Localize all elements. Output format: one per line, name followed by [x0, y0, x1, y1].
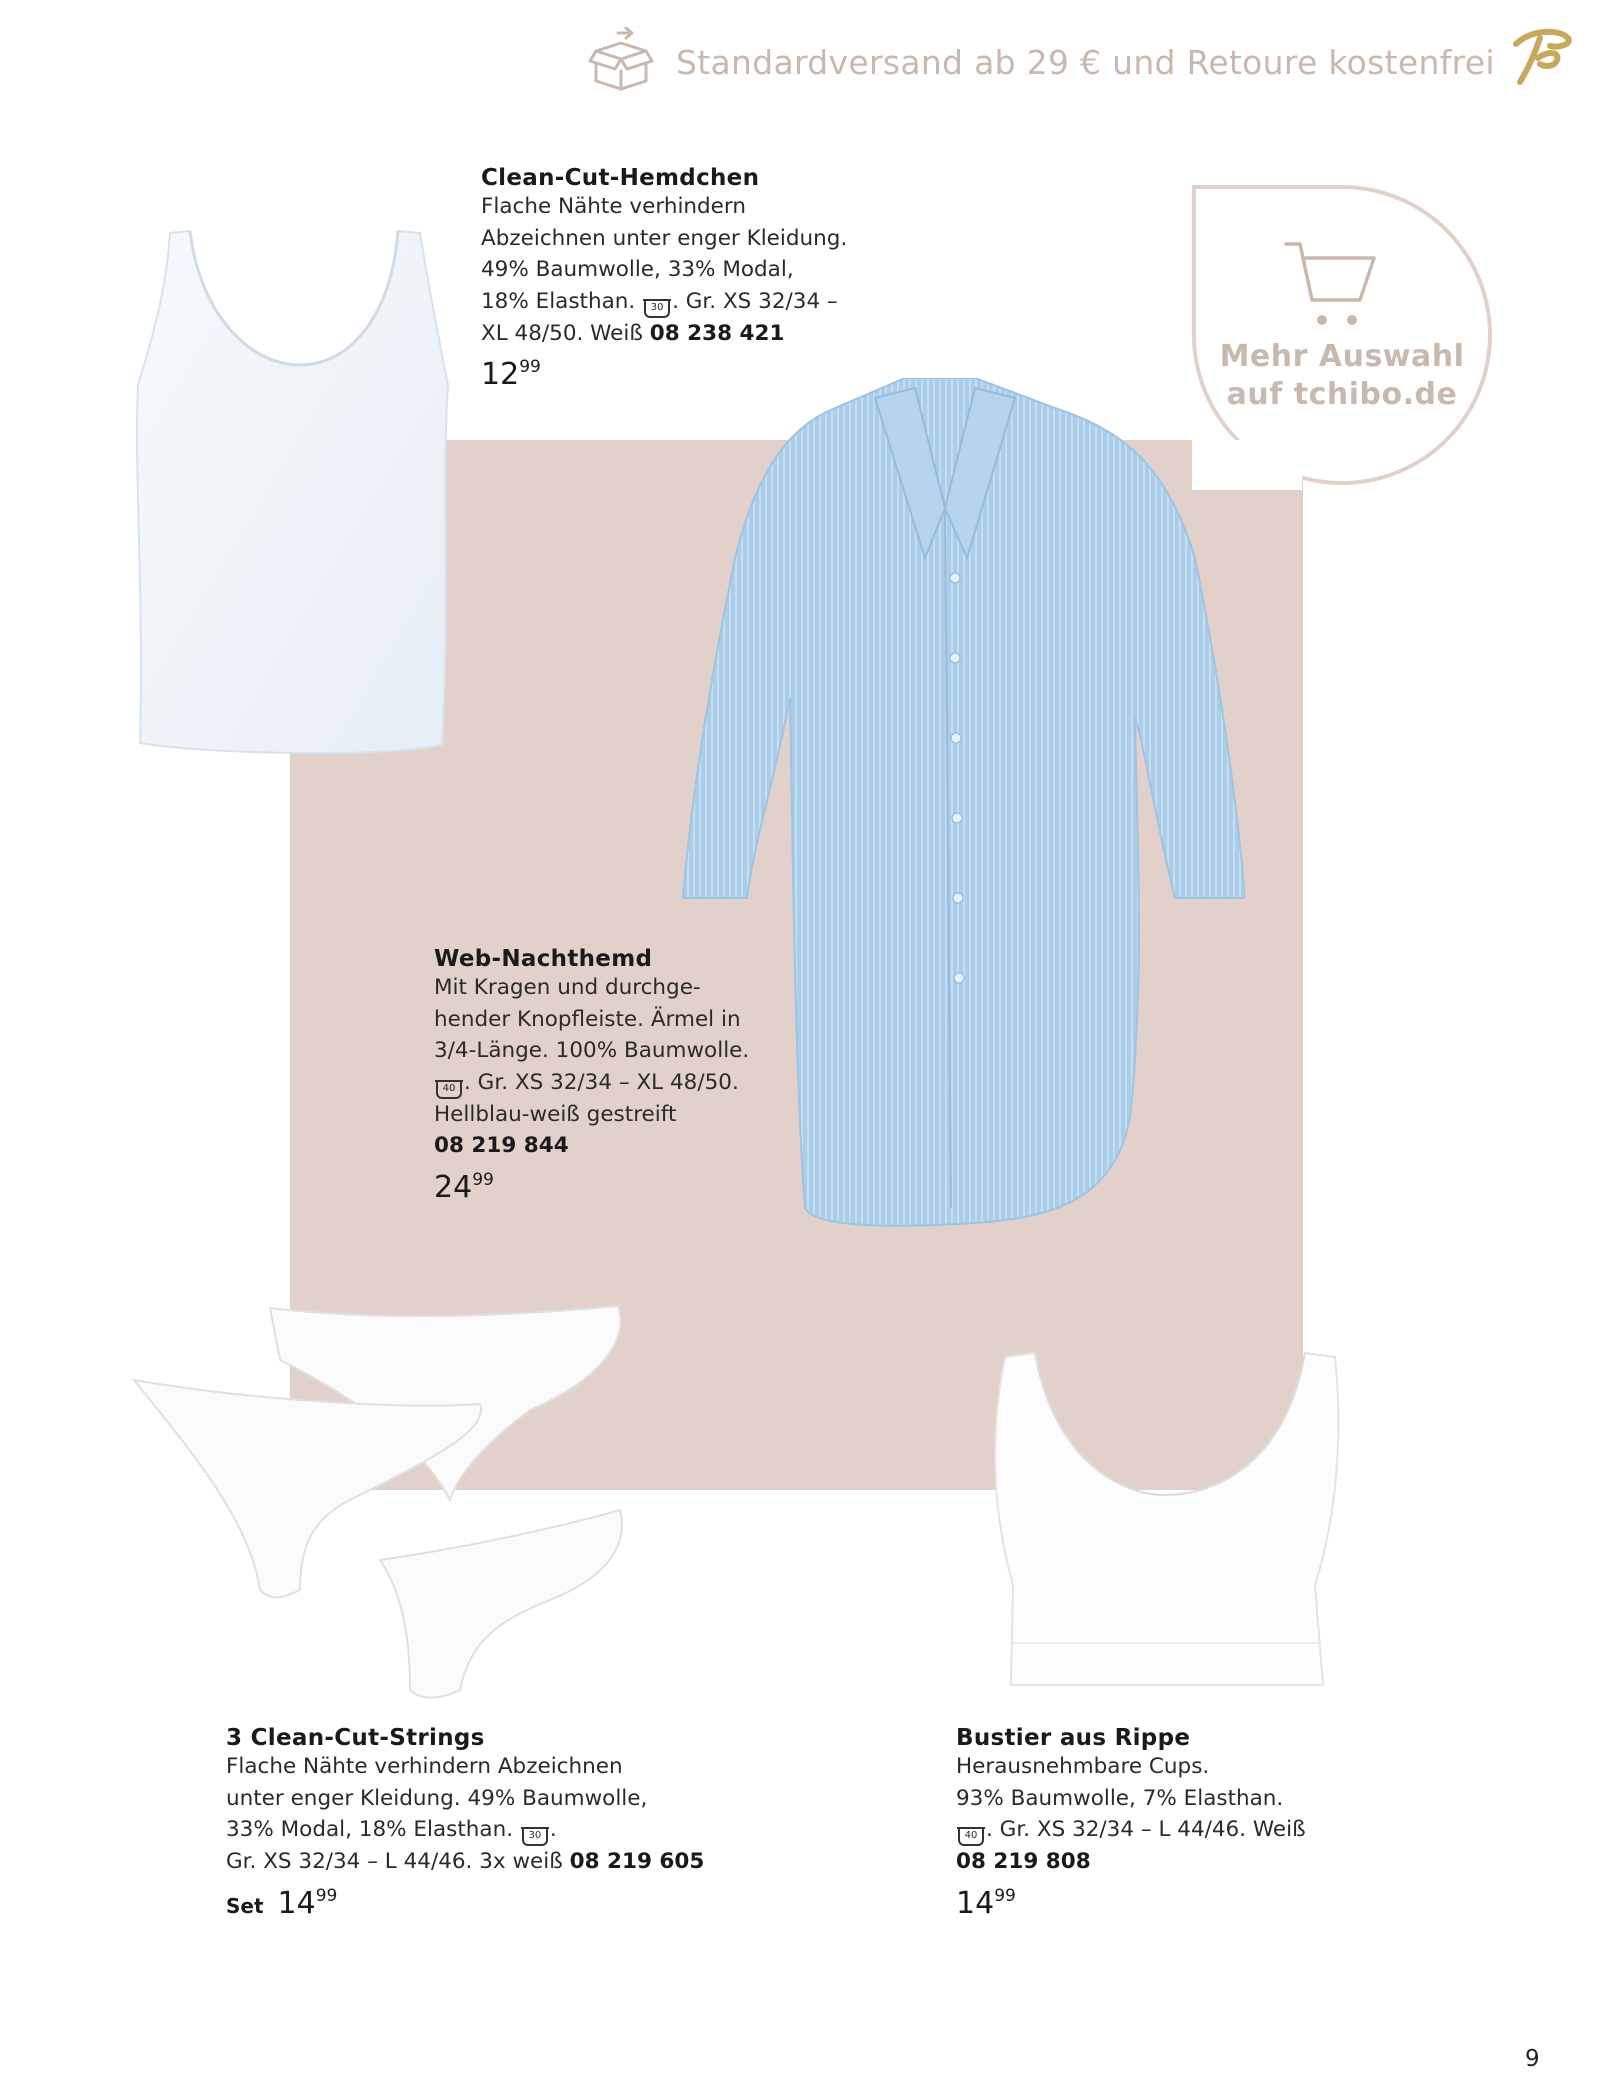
set-label: Set [226, 1893, 264, 1918]
tank-top-image [130, 225, 460, 769]
product-title: Web-Nachthemd [434, 946, 653, 972]
description-line: hender Knopfleiste. Ärmel in [434, 1006, 741, 1032]
description-line: Flache Nähte verhindern [481, 194, 747, 219]
product-description [226, 1751, 746, 1878]
price-main: 24 [434, 1169, 473, 1205]
product-title: 3 Clean-Cut-Strings [226, 1725, 485, 1751]
badge-line-2: auf tchibo.de [1226, 377, 1458, 412]
price-cents: 99 [994, 1885, 1016, 1906]
description-line [226, 1846, 746, 1878]
wash-care-icon: 40 [958, 1828, 984, 1846]
color-text: XL 48/50. Weiß [481, 320, 643, 346]
product-strings [226, 1725, 746, 1921]
description-line: Mit Kragen und durchge- [434, 975, 701, 1000]
product-description [481, 191, 901, 349]
description-line: 3/4-Länge. 100% Baumwolle. [434, 1038, 750, 1063]
shipping-banner [586, 22, 1495, 102]
product-price [226, 1886, 746, 1921]
description-line: Herausnehmbare Cups. [956, 1754, 1210, 1779]
strings-image [130, 1300, 650, 1704]
size-color-text: Gr. XS 32/34 – L 44/46. 3x weiß [226, 1849, 563, 1874]
price-main: 12 [481, 357, 520, 392]
tchibo-logo-icon [1510, 26, 1572, 86]
color-text: Hellblau-weiß gestreift [434, 1101, 677, 1127]
product-nachthemd [434, 946, 794, 1205]
wash-care-icon: 30 [522, 1828, 548, 1846]
article-number: 08 219 844 [434, 1133, 569, 1158]
description-line: unter enger Kleidung. 49% Baumwolle, [226, 1785, 648, 1811]
badge-line-1: Mehr Auswahl [1219, 339, 1465, 374]
description-line [481, 286, 901, 318]
product-description [956, 1751, 1356, 1878]
description-line: 49% Baumwolle, 33% Modal, [481, 257, 794, 282]
description-line: Flache Nähte verhindern Abzeichnen [226, 1754, 623, 1779]
article-number: 08 238 421 [649, 320, 785, 346]
description-line: 93% Baumwolle, 7% Elasthan. [956, 1785, 1284, 1811]
page-number: 9 [1525, 2046, 1540, 2072]
product-hemdchen [481, 165, 901, 392]
price-main: 14 [956, 1885, 995, 1921]
article-number: 08 219 808 [956, 1849, 1091, 1874]
shopping-cart-icon [1282, 240, 1392, 334]
product-price [434, 1170, 794, 1205]
wash-care-icon: 40 [436, 1081, 462, 1099]
description-line [956, 1814, 1356, 1846]
description-line [434, 1067, 794, 1099]
price-cents: 99 [519, 357, 541, 377]
material-text: 33% Modal, 18% Elasthan. [226, 1817, 514, 1842]
description-line: Abzeichnen unter enger Kleidung. [481, 225, 848, 251]
price-main: 14 [277, 1885, 316, 1921]
package-return-icon [586, 27, 656, 97]
description-line [481, 318, 901, 350]
price-cents: 99 [315, 1885, 338, 1906]
size-color-text: . Gr. XS 32/34 – L 44/46. Weiß [986, 1817, 1306, 1842]
size-text: . Gr. XS 32/34 – [672, 288, 838, 314]
product-bustier [956, 1725, 1356, 1921]
price-cents: 99 [472, 1169, 494, 1190]
product-description [434, 972, 794, 1162]
product-title: Bustier aus Rippe [956, 1725, 1191, 1751]
punctuation: . [549, 1817, 557, 1842]
wash-care-icon: 30 [644, 300, 670, 318]
bustier-image [985, 1345, 1345, 1699]
shipping-text: Standardversand ab 29 € und Retoure kostenfrei [676, 42, 1495, 82]
size-text: . Gr. XS 32/34 – XL 48/50. [464, 1069, 739, 1095]
description-line [226, 1814, 746, 1846]
product-price [481, 357, 901, 392]
material-text: 18% Elasthan. [481, 288, 636, 314]
product-title: Clean-Cut-Hemdchen [481, 165, 760, 191]
product-price [956, 1886, 1356, 1921]
article-number: 08 219 605 [569, 1849, 705, 1874]
